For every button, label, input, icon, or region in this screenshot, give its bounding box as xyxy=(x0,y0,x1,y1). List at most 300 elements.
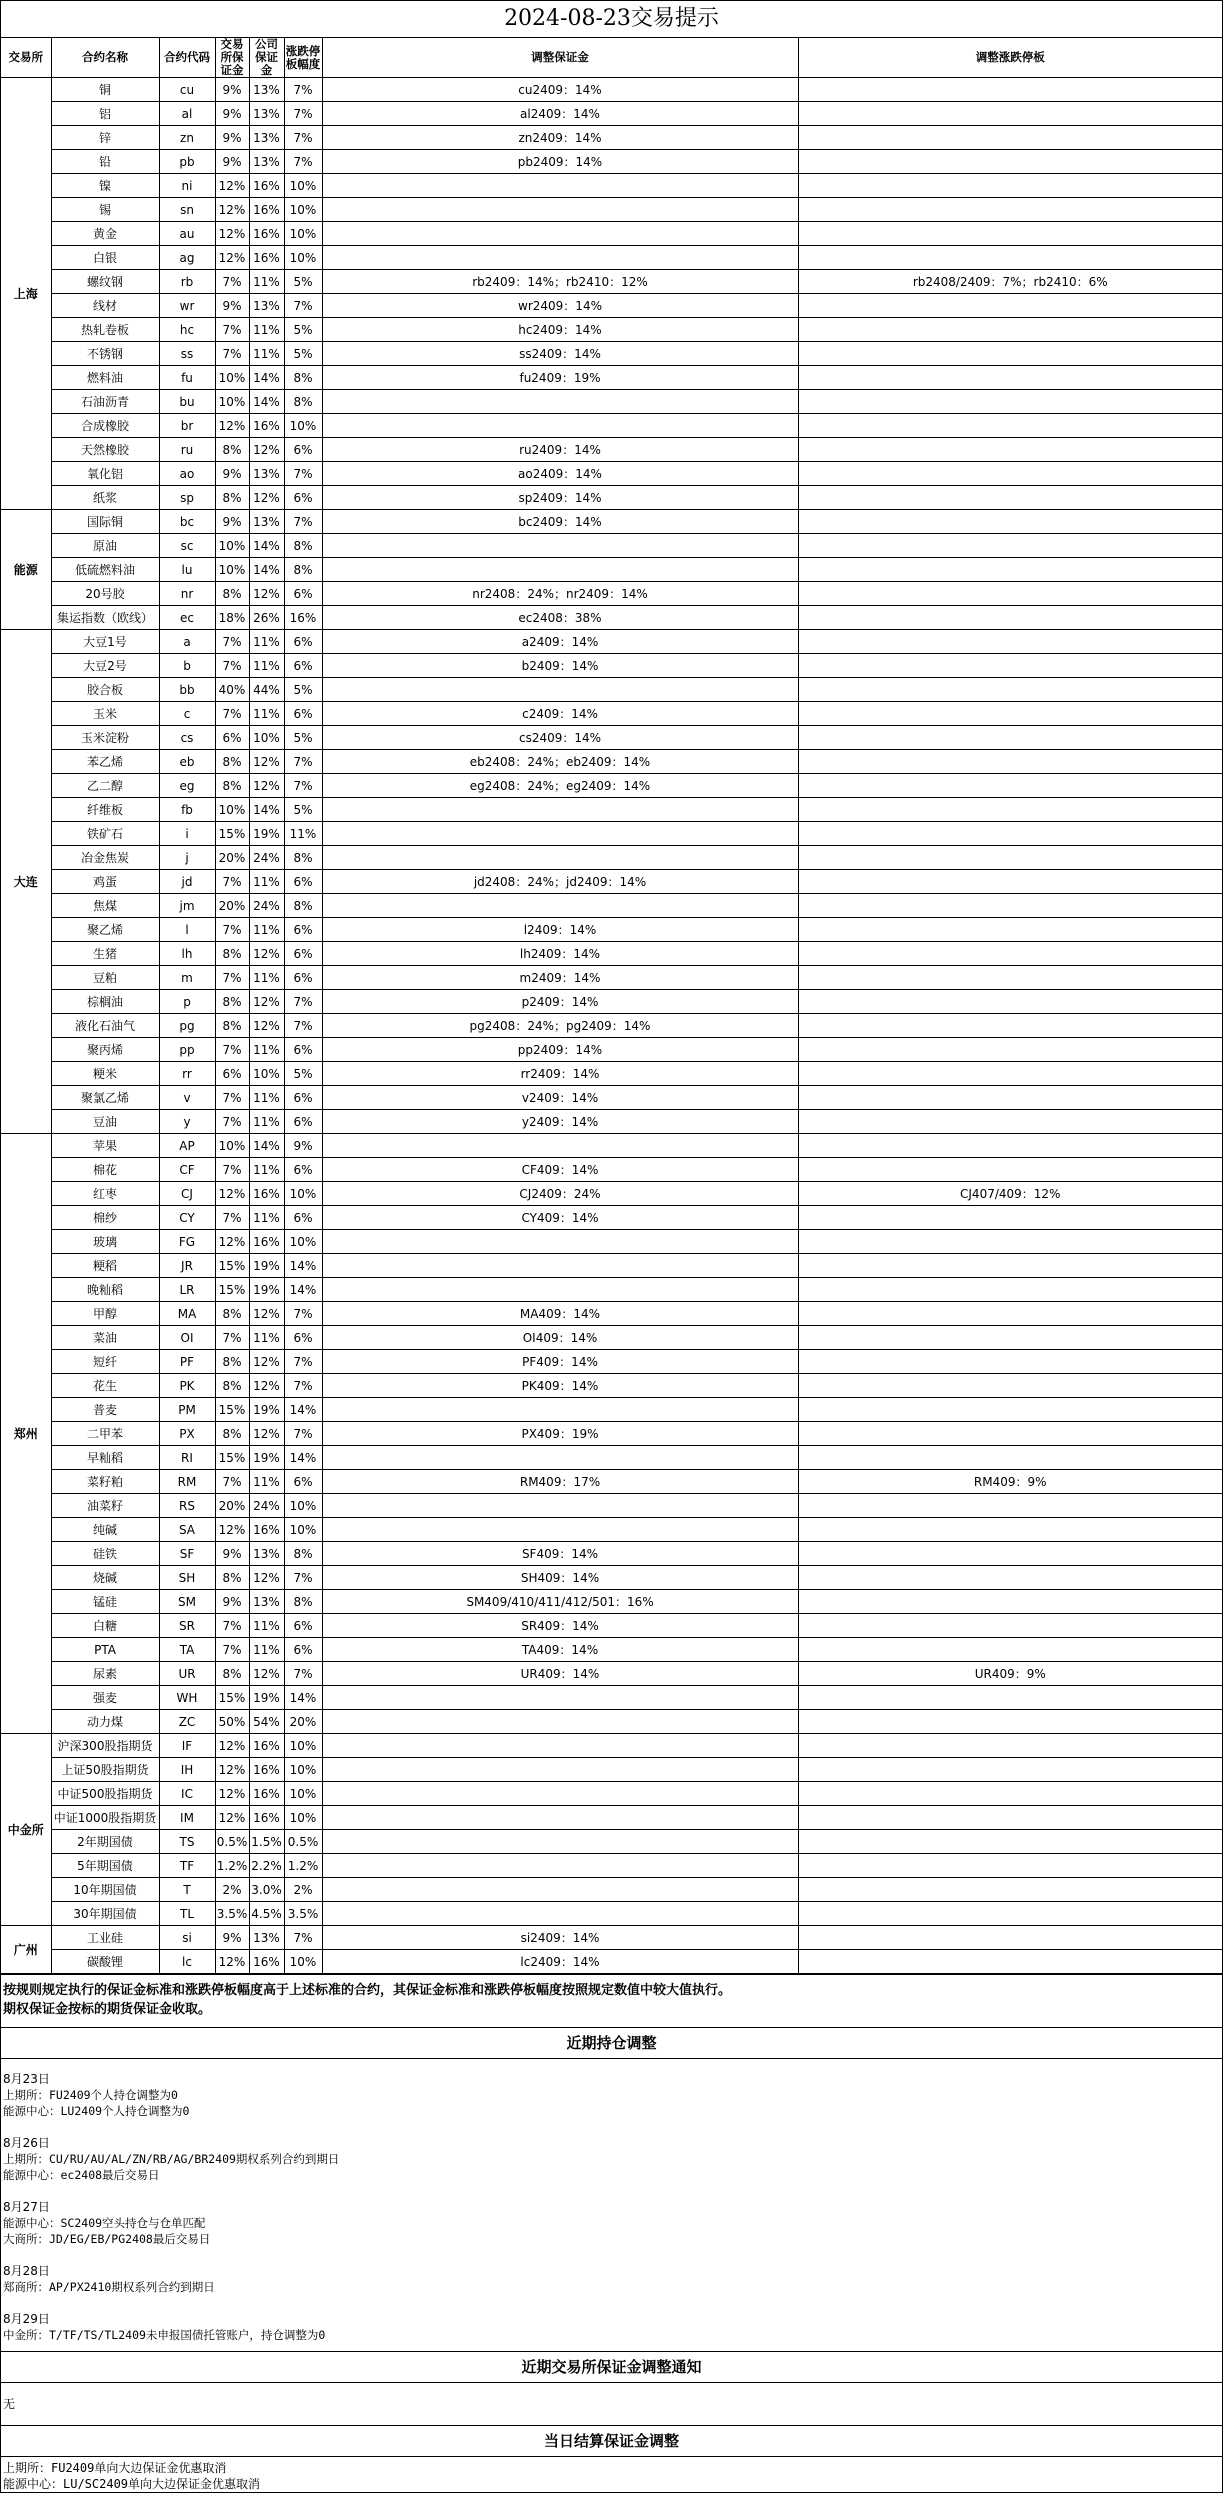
contract-code-cell: FG xyxy=(159,1230,215,1254)
limit-range-cell: 7% xyxy=(284,1014,322,1038)
exchange-margin-cell: 9% xyxy=(215,1590,249,1614)
exchange-margin-cell: 8% xyxy=(215,1566,249,1590)
company-margin-cell: 19% xyxy=(249,1398,284,1422)
adjusted-limit-cell xyxy=(798,1110,1222,1134)
adjusted-margin-cell: nr2408：24%；nr2409：14% xyxy=(322,582,798,606)
table-row xyxy=(1,1350,1222,1374)
contract-code-cell: RI xyxy=(159,1446,215,1470)
adjusted-limit-cell xyxy=(798,1446,1222,1470)
contract-name-cell: 2年期国债 xyxy=(51,1830,159,1854)
limit-range-cell: 10% xyxy=(284,1734,322,1758)
exchange-margin-cell: 12% xyxy=(215,246,249,270)
contract-name-cell: 纸浆 xyxy=(51,486,159,510)
adjusted-limit-cell xyxy=(798,1230,1222,1254)
margin-table xyxy=(1,38,1222,1974)
adjusted-margin-cell: a2409：14% xyxy=(322,630,798,654)
contract-name-cell: 聚丙烯 xyxy=(51,1038,159,1062)
contract-name-cell: 菜油 xyxy=(51,1326,159,1350)
adjusted-limit-cell xyxy=(798,534,1222,558)
table-row xyxy=(1,1518,1222,1542)
adjusted-margin-cell xyxy=(322,798,798,822)
adjusted-limit-cell xyxy=(798,414,1222,438)
header-exchange: 交易所 xyxy=(1,38,51,78)
adjusted-margin-cell: UR409：14% xyxy=(322,1662,798,1686)
table-row xyxy=(1,174,1222,198)
adjusted-limit-cell xyxy=(798,78,1222,102)
exchange-margin-cell: 10% xyxy=(215,390,249,414)
exchange-margin-cell: 12% xyxy=(215,1950,249,1974)
contract-name-cell: 锌 xyxy=(51,126,159,150)
adjusted-margin-cell xyxy=(322,1878,798,1902)
contract-name-cell: 早籼稻 xyxy=(51,1446,159,1470)
adjusted-limit-cell xyxy=(798,1350,1222,1374)
exchange-margin-cell: 2% xyxy=(215,1878,249,1902)
contract-code-cell: a xyxy=(159,630,215,654)
contract-code-cell: nr xyxy=(159,582,215,606)
table-row xyxy=(1,990,1222,1014)
adjusted-margin-cell xyxy=(322,846,798,870)
adjusted-limit-cell xyxy=(798,1950,1222,1974)
adjusted-limit-cell xyxy=(798,1734,1222,1758)
contract-code-cell: lu xyxy=(159,558,215,582)
adjusted-margin-cell: cs2409：14% xyxy=(322,726,798,750)
exchange-margin-cell: 7% xyxy=(215,702,249,726)
contract-name-cell: 大豆1号 xyxy=(51,630,159,654)
limit-range-cell: 6% xyxy=(284,1326,322,1350)
exchange-margin-cell: 9% xyxy=(215,294,249,318)
exchange-cell: 中金所 xyxy=(1,1734,51,1926)
contract-code-cell: UR xyxy=(159,1662,215,1686)
exchange-margin-cell: 10% xyxy=(215,534,249,558)
exchange-margin-cell: 8% xyxy=(215,774,249,798)
contract-name-cell: 焦煤 xyxy=(51,894,159,918)
position-day-line: 郑商所：AP/PX2410期权系列合约到期日 xyxy=(3,2280,215,2294)
exchange-margin-cell: 12% xyxy=(215,198,249,222)
adjusted-limit-cell xyxy=(798,750,1222,774)
contract-code-cell: LR xyxy=(159,1278,215,1302)
contract-name-cell: 纯碱 xyxy=(51,1518,159,1542)
contract-code-cell: bu xyxy=(159,390,215,414)
contract-name-cell: 原油 xyxy=(51,534,159,558)
limit-range-cell: 6% xyxy=(284,654,322,678)
company-margin-cell: 12% xyxy=(249,582,284,606)
adjusted-margin-cell xyxy=(322,174,798,198)
contract-code-cell: ec xyxy=(159,606,215,630)
company-margin-cell: 14% xyxy=(249,534,284,558)
table-row xyxy=(1,1830,1222,1854)
exchange-margin-cell: 10% xyxy=(215,1134,249,1158)
position-day-line: 大商所：JD/EG/EB/PG2408最后交易日 xyxy=(3,2232,211,2246)
exchange-cell: 大连 xyxy=(1,630,51,1134)
adjusted-margin-cell: ao2409：14% xyxy=(322,462,798,486)
company-margin-cell: 19% xyxy=(249,822,284,846)
position-day-line: 中金所：T/TF/TS/TL2409未申报国债托管账户，持仓调整为0 xyxy=(3,2328,326,2342)
position-day xyxy=(3,2263,1220,2295)
limit-range-cell: 14% xyxy=(284,1398,322,1422)
contract-code-cell: SA xyxy=(159,1518,215,1542)
adjusted-margin-cell xyxy=(322,1278,798,1302)
adjusted-margin-cell xyxy=(322,1830,798,1854)
adjusted-limit-cell xyxy=(798,1758,1222,1782)
exchange-margin-cell: 7% xyxy=(215,1326,249,1350)
exchange-margin-cell: 10% xyxy=(215,558,249,582)
adjusted-margin-cell xyxy=(322,1446,798,1470)
table-row xyxy=(1,318,1222,342)
adjusted-margin-cell xyxy=(322,198,798,222)
adjusted-margin-cell: SR409：14% xyxy=(322,1614,798,1638)
company-margin-cell: 11% xyxy=(249,1470,284,1494)
position-day-date: 8月29日 xyxy=(3,2312,50,2326)
company-margin-cell: 12% xyxy=(249,942,284,966)
exchange-margin-cell: 7% xyxy=(215,1206,249,1230)
limit-range-cell: 6% xyxy=(284,1470,322,1494)
exchange-margin-cell: 7% xyxy=(215,630,249,654)
adjusted-margin-cell: b2409：14% xyxy=(322,654,798,678)
contract-code-cell: lc xyxy=(159,1950,215,1974)
adjusted-margin-cell: PF409：14% xyxy=(322,1350,798,1374)
adjusted-margin-cell: pg2408：24%；pg2409：14% xyxy=(322,1014,798,1038)
contract-code-cell: SR xyxy=(159,1614,215,1638)
contract-code-cell: lh xyxy=(159,942,215,966)
contract-name-cell: 线材 xyxy=(51,294,159,318)
contract-code-cell: b xyxy=(159,654,215,678)
company-margin-cell: 11% xyxy=(249,1206,284,1230)
table-row xyxy=(1,198,1222,222)
contract-name-cell: 铅 xyxy=(51,150,159,174)
exchange-margin-cell: 6% xyxy=(215,1062,249,1086)
adjusted-limit-cell xyxy=(798,1254,1222,1278)
contract-name-cell: 苯乙烯 xyxy=(51,750,159,774)
contract-name-cell: 上证50股指期货 xyxy=(51,1758,159,1782)
company-margin-cell: 11% xyxy=(249,1158,284,1182)
adjusted-margin-cell xyxy=(322,1134,798,1158)
adjusted-limit-cell xyxy=(798,846,1222,870)
contract-code-cell: sc xyxy=(159,534,215,558)
company-margin-cell: 11% xyxy=(249,270,284,294)
adjusted-limit-cell xyxy=(798,582,1222,606)
adjusted-limit-cell xyxy=(798,1614,1222,1638)
limit-range-cell: 20% xyxy=(284,1710,322,1734)
company-margin-cell: 26% xyxy=(249,606,284,630)
position-day-line: 能源中心：LU2409个人持仓调整为0 xyxy=(3,2104,190,2118)
adjusted-margin-cell: RM409：17% xyxy=(322,1470,798,1494)
table-row xyxy=(1,1278,1222,1302)
adjusted-margin-cell: lh2409：14% xyxy=(322,942,798,966)
contract-code-cell: ao xyxy=(159,462,215,486)
exchange-margin-cell: 0.5% xyxy=(215,1830,249,1854)
company-margin-cell: 13% xyxy=(249,1590,284,1614)
table-row xyxy=(1,1422,1222,1446)
company-margin-cell: 16% xyxy=(249,1518,284,1542)
adjusted-margin-cell xyxy=(322,246,798,270)
contract-name-cell: 玉米 xyxy=(51,702,159,726)
exchange-margin-cell: 8% xyxy=(215,750,249,774)
exchange-margin-cell: 15% xyxy=(215,1398,249,1422)
adjusted-margin-cell xyxy=(322,894,798,918)
company-margin-cell: 14% xyxy=(249,1134,284,1158)
table-row xyxy=(1,1926,1222,1950)
contract-code-cell: IH xyxy=(159,1758,215,1782)
table-row xyxy=(1,1446,1222,1470)
exchange-margin-cell: 8% xyxy=(215,1662,249,1686)
table-row xyxy=(1,390,1222,414)
company-margin-cell: 12% xyxy=(249,1374,284,1398)
contract-name-cell: 乙二醇 xyxy=(51,774,159,798)
exchange-margin-cell: 8% xyxy=(215,990,249,1014)
company-margin-cell: 16% xyxy=(249,1734,284,1758)
company-margin-cell: 13% xyxy=(249,150,284,174)
contract-code-cell: PM xyxy=(159,1398,215,1422)
adjusted-limit-cell xyxy=(798,1374,1222,1398)
adjusted-limit-cell xyxy=(798,342,1222,366)
contract-name-cell: 黄金 xyxy=(51,222,159,246)
company-margin-cell: 13% xyxy=(249,510,284,534)
contract-name-cell: 聚乙烯 xyxy=(51,918,159,942)
adjusted-limit-cell xyxy=(798,486,1222,510)
table-row xyxy=(1,678,1222,702)
exchange-margin-cell: 10% xyxy=(215,798,249,822)
contract-code-cell: ss xyxy=(159,342,215,366)
adjusted-limit-cell xyxy=(798,1686,1222,1710)
contract-code-cell: CY xyxy=(159,1206,215,1230)
table-row xyxy=(1,222,1222,246)
exchange-margin-cell: 15% xyxy=(215,1446,249,1470)
contract-code-cell: ni xyxy=(159,174,215,198)
contract-code-cell: y xyxy=(159,1110,215,1134)
contract-code-cell: cu xyxy=(159,78,215,102)
company-margin-cell: 12% xyxy=(249,774,284,798)
contract-code-cell: TS xyxy=(159,1830,215,1854)
exchange-margin-cell: 8% xyxy=(215,486,249,510)
company-margin-cell: 11% xyxy=(249,630,284,654)
adjusted-limit-cell xyxy=(798,1422,1222,1446)
exchange-margin-cell: 8% xyxy=(215,1422,249,1446)
table-row xyxy=(1,486,1222,510)
position-day-date: 8月27日 xyxy=(3,2200,50,2214)
table-row xyxy=(1,246,1222,270)
adjusted-margin-cell xyxy=(322,822,798,846)
contract-name-cell: 锰硅 xyxy=(51,1590,159,1614)
adjusted-margin-cell xyxy=(322,1734,798,1758)
contract-code-cell: sp xyxy=(159,486,215,510)
limit-range-cell: 7% xyxy=(284,1374,322,1398)
limit-range-cell: 5% xyxy=(284,318,322,342)
contract-name-cell: 铁矿石 xyxy=(51,822,159,846)
table-row xyxy=(1,1686,1222,1710)
contract-name-cell: 20号胶 xyxy=(51,582,159,606)
limit-range-cell: 6% xyxy=(284,702,322,726)
contract-code-cell: l xyxy=(159,918,215,942)
position-day xyxy=(3,2135,1220,2183)
contract-code-cell: cs xyxy=(159,726,215,750)
limit-range-cell: 8% xyxy=(284,558,322,582)
limit-range-cell: 10% xyxy=(284,1950,322,1974)
adjusted-limit-cell xyxy=(798,966,1222,990)
limit-range-cell: 2% xyxy=(284,1878,322,1902)
adjusted-limit-cell xyxy=(798,462,1222,486)
company-margin-cell: 12% xyxy=(249,486,284,510)
limit-range-cell: 6% xyxy=(284,1110,322,1134)
table-row xyxy=(1,1086,1222,1110)
contract-code-cell: PF xyxy=(159,1350,215,1374)
contract-code-cell: pg xyxy=(159,1014,215,1038)
contract-code-cell: fb xyxy=(159,798,215,822)
company-margin-cell: 16% xyxy=(249,1950,284,1974)
limit-range-cell: 7% xyxy=(284,126,322,150)
adjusted-margin-cell: c2409：14% xyxy=(322,702,798,726)
exchange-cell: 能源 xyxy=(1,510,51,630)
limit-range-cell: 5% xyxy=(284,270,322,294)
position-day-date: 8月26日 xyxy=(3,2136,50,2150)
company-margin-cell: 16% xyxy=(249,1182,284,1206)
limit-range-cell: 6% xyxy=(284,918,322,942)
adjusted-margin-cell: p2409：14% xyxy=(322,990,798,1014)
contract-name-cell: 热轧卷板 xyxy=(51,318,159,342)
limit-range-cell: 10% xyxy=(284,1782,322,1806)
limit-range-cell: 9% xyxy=(284,1134,322,1158)
adjusted-margin-cell xyxy=(322,534,798,558)
company-margin-cell: 12% xyxy=(249,1662,284,1686)
contract-name-cell: 短纤 xyxy=(51,1350,159,1374)
company-margin-cell: 12% xyxy=(249,750,284,774)
limit-range-cell: 7% xyxy=(284,294,322,318)
contract-code-cell: ZC xyxy=(159,1710,215,1734)
contract-code-cell: jm xyxy=(159,894,215,918)
position-day-line: 能源中心：ec2408最后交易日 xyxy=(3,2168,160,2182)
adjusted-margin-cell: bc2409：14% xyxy=(322,510,798,534)
table-row xyxy=(1,606,1222,630)
contract-name-cell: 燃料油 xyxy=(51,366,159,390)
exchange-margin-cell: 12% xyxy=(215,174,249,198)
adjusted-limit-cell xyxy=(798,510,1222,534)
limit-range-cell: 6% xyxy=(284,870,322,894)
table-row xyxy=(1,918,1222,942)
header-exchange-margin: 交易所保证金 xyxy=(215,38,249,78)
limit-range-cell: 10% xyxy=(284,1182,322,1206)
adjusted-limit-cell xyxy=(798,774,1222,798)
exchange-margin-cell: 8% xyxy=(215,1014,249,1038)
adjusted-limit-cell xyxy=(798,870,1222,894)
adjusted-margin-cell: pp2409：14% xyxy=(322,1038,798,1062)
exchange-margin-cell: 7% xyxy=(215,654,249,678)
contract-code-cell: al xyxy=(159,102,215,126)
position-adjust-body xyxy=(1,2059,1222,2351)
company-margin-cell: 16% xyxy=(249,1806,284,1830)
contract-name-cell: 菜籽粕 xyxy=(51,1470,159,1494)
adjusted-margin-cell xyxy=(322,1710,798,1734)
adjusted-limit-cell xyxy=(798,1782,1222,1806)
limit-range-cell: 6% xyxy=(284,630,322,654)
limit-range-cell: 10% xyxy=(284,174,322,198)
contract-code-cell: IF xyxy=(159,1734,215,1758)
adjusted-limit-cell: rb2408/2409：7%；rb2410：6% xyxy=(798,270,1222,294)
header-contract-code: 合约代码 xyxy=(159,38,215,78)
adjusted-limit-cell xyxy=(798,678,1222,702)
adjusted-limit-cell xyxy=(798,1518,1222,1542)
contract-code-cell: jd xyxy=(159,870,215,894)
limit-range-cell: 7% xyxy=(284,1302,322,1326)
company-margin-cell: 16% xyxy=(249,1782,284,1806)
exchange-cell: 广州 xyxy=(1,1926,51,1974)
rules-note xyxy=(1,1974,1222,2027)
adjusted-limit-cell xyxy=(798,726,1222,750)
limit-range-cell: 7% xyxy=(284,1926,322,1950)
adjusted-margin-cell xyxy=(322,1518,798,1542)
company-margin-cell: 11% xyxy=(249,318,284,342)
adjusted-margin-cell xyxy=(322,222,798,246)
position-day-date: 8月28日 xyxy=(3,2264,50,2278)
table-row xyxy=(1,870,1222,894)
exchange-margin-cell: 20% xyxy=(215,1494,249,1518)
contract-name-cell: 豆油 xyxy=(51,1110,159,1134)
company-margin-cell: 11% xyxy=(249,1638,284,1662)
contract-name-cell: 不锈钢 xyxy=(51,342,159,366)
header-contract-name: 合约名称 xyxy=(51,38,159,78)
table-row xyxy=(1,726,1222,750)
company-margin-cell: 11% xyxy=(249,342,284,366)
adjusted-margin-cell: ec2408：38% xyxy=(322,606,798,630)
position-day-line: 能源中心：SC2409空头持仓与仓单匹配 xyxy=(3,2216,206,2230)
contract-name-cell: 低硫燃料油 xyxy=(51,558,159,582)
contract-code-cell: bc xyxy=(159,510,215,534)
table-row xyxy=(1,1590,1222,1614)
rules-note-line: 期权保证金按标的期货保证金收取。 xyxy=(3,2002,212,2017)
adjusted-margin-cell: eg2408：24%；eg2409：14% xyxy=(322,774,798,798)
contract-name-cell: 5年期国债 xyxy=(51,1854,159,1878)
limit-range-cell: 14% xyxy=(284,1278,322,1302)
limit-range-cell: 6% xyxy=(284,1638,322,1662)
contract-name-cell: 中证1000股指期货 xyxy=(51,1806,159,1830)
company-margin-cell: 13% xyxy=(249,78,284,102)
adjusted-limit-cell xyxy=(798,654,1222,678)
exchange-margin-cell: 7% xyxy=(215,1470,249,1494)
contract-code-cell: i xyxy=(159,822,215,846)
table-row xyxy=(1,126,1222,150)
contract-code-cell: sn xyxy=(159,198,215,222)
exchange-margin-cell: 8% xyxy=(215,1374,249,1398)
adjusted-margin-cell xyxy=(322,390,798,414)
contract-code-cell: eg xyxy=(159,774,215,798)
limit-range-cell: 14% xyxy=(284,1254,322,1278)
exchange-margin-cell: 9% xyxy=(215,462,249,486)
page-title: 2024-08-23交易提示 xyxy=(1,1,1222,38)
limit-range-cell: 8% xyxy=(284,366,322,390)
adjusted-margin-cell: m2409：14% xyxy=(322,966,798,990)
adjusted-limit-cell xyxy=(798,366,1222,390)
company-margin-cell: 13% xyxy=(249,462,284,486)
adjusted-margin-cell xyxy=(322,1782,798,1806)
contract-name-cell: 碳酸锂 xyxy=(51,1950,159,1974)
table-row xyxy=(1,1206,1222,1230)
company-margin-cell: 11% xyxy=(249,1038,284,1062)
table-row xyxy=(1,534,1222,558)
table-row xyxy=(1,630,1222,654)
contract-code-cell: RS xyxy=(159,1494,215,1518)
table-row xyxy=(1,1182,1222,1206)
header-limit-range: 涨跌停板幅度 xyxy=(284,38,322,78)
position-day-date: 8月23日 xyxy=(3,2072,50,2086)
contract-name-cell: 铝 xyxy=(51,102,159,126)
limit-range-cell: 5% xyxy=(284,1062,322,1086)
adjusted-margin-cell: y2409：14% xyxy=(322,1110,798,1134)
contract-name-cell: 硅铁 xyxy=(51,1542,159,1566)
table-row xyxy=(1,414,1222,438)
limit-range-cell: 7% xyxy=(284,750,322,774)
limit-range-cell: 5% xyxy=(284,726,322,750)
limit-range-cell: 5% xyxy=(284,798,322,822)
adjusted-limit-cell xyxy=(798,126,1222,150)
contract-code-cell: PX xyxy=(159,1422,215,1446)
